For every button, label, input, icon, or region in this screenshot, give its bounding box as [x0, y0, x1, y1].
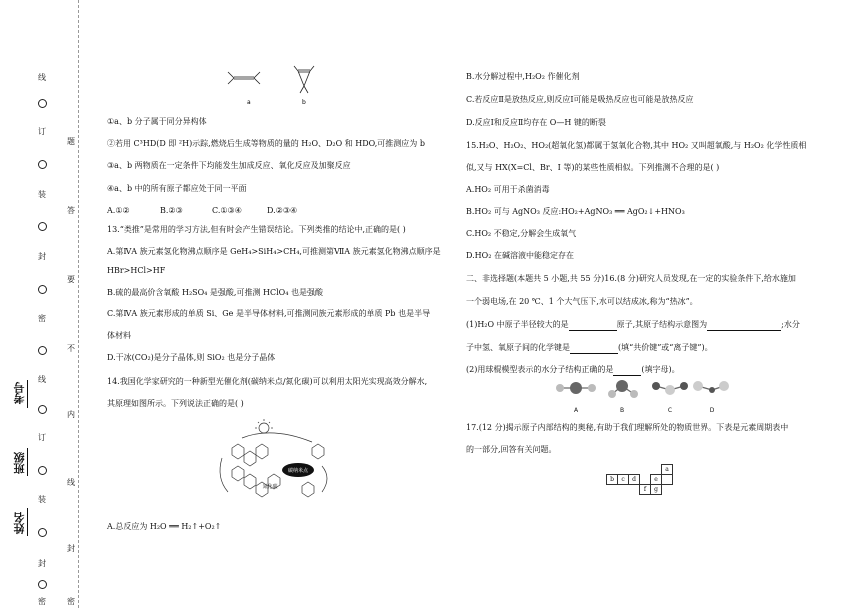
model-label-c: C [667, 407, 673, 414]
element-cell: f [640, 485, 651, 495]
q15-option-c[interactable]: C.HO₂ 不稳定,分解会生成氧气 [466, 229, 577, 238]
binding-hole [38, 528, 47, 537]
q16-1-text: (填“共价键”或“离子键”)。 [618, 343, 713, 352]
margin-char: 不 [67, 344, 75, 353]
margin-char: 装 [38, 495, 46, 504]
xingming-field[interactable] [27, 508, 28, 536]
q13-option-a[interactable]: A.第ⅣA 族元素氢化物沸点顺序是 GeH₄>SiH₄>CH₄,可推测第ⅦA 族元素氢化物沸点顺序是 [107, 247, 441, 256]
q12-item: ③a、b 两物质在一定条件下均能发生加成反应、氧化反应及加聚反应 [107, 161, 351, 170]
q14-stem: 14.我国化学家研究的一种新型光催化剂(碳纳米点/氮化碳)可以利用太阳光实现高效分解水, [107, 377, 428, 386]
model-label-d: D [709, 407, 715, 414]
q16-part2 [466, 364, 680, 376]
q13-option-c[interactable]: C.第ⅣA 族元素形成的单质 Si、Ge 是半导体材料,可推测同族元素形成的单质 Pb 也是半导 [107, 309, 431, 318]
model-label-a: A [573, 407, 579, 414]
q16-part1 [466, 319, 800, 331]
binding-hole [38, 346, 47, 355]
section-two-heading: 二、非选择题(本题共 5 小题,共 55 分)16.(8 分)研究人员发现,在一定的实验条件下,给水施加 [466, 274, 796, 283]
binding-hole [38, 466, 47, 475]
q16-2-text: (填字母)。 [641, 365, 680, 374]
q16-1-text: 原子,其原子结构示意图为 [616, 320, 708, 329]
q15-stem: 15.H₂O、H₂O₂、HO₂(超氧化氢)都属于氢氧化合物,其中 HO₂ 又叫超氧酸,与 H₂O₂ 化学性质相 [466, 141, 807, 150]
element-cell: c [618, 475, 629, 485]
margin-char: 密 [38, 314, 46, 323]
figure-label-a: a [247, 99, 251, 106]
q12-option-d[interactable]: D.②③④ [267, 206, 298, 215]
label-xingming: 姓名 [13, 512, 26, 534]
kaohao-field[interactable] [27, 380, 28, 408]
q12-option-b[interactable]: B.②③ [160, 206, 183, 215]
water-models-figure [546, 378, 736, 416]
support-label: 氮化碳 [262, 484, 278, 490]
element-cell [662, 475, 673, 485]
q12-item: ①a、b 分子属于同分异构体 [107, 117, 207, 126]
q12-item: ②若用 C³HD(D 即 ²H)示踪,燃烧后生成等物质的量的 H₂O、D₂O 和 HDO,可推测应为 b [107, 139, 425, 148]
q14-option-a[interactable]: A.总反应为 H₂O ══ H₂↑+O₂↑ [107, 522, 222, 531]
q16-stem-cont: 一个弱电场,在 20 ℃、1 个大气压下,水可以结成冰,称为“热冰”。 [466, 297, 698, 306]
periodic-table-fragment [606, 464, 673, 495]
q15-option-b[interactable]: B.HO₂ 可与 AgNO₃ 反应:HO₂+AgNO₃ ══ AgO₂↓+HNO₃ [466, 207, 685, 216]
q14-stem-cont: 其原理如图所示。下列说法正确的是( ) [107, 399, 244, 408]
q13-option-c-cont: 体材料 [107, 331, 131, 340]
margin-char: 封 [38, 559, 46, 568]
q13-option-a-cont: HBr>HCl>HF [107, 266, 166, 275]
margin-char: 内 [67, 410, 75, 419]
q12-option-c[interactable]: C.①③④ [212, 206, 242, 215]
q14-option-b[interactable]: B.水分解过程中,H₂O₂ 作催化剂 [466, 72, 580, 81]
element-cell: b [607, 475, 618, 485]
binding-hole [38, 580, 47, 589]
margin-char: 密 [38, 597, 46, 606]
margin-char: 线 [38, 375, 46, 384]
label-kaohao: 考号 [13, 382, 26, 404]
q14-option-c[interactable]: C.若反应Ⅱ是放热反应,则反应Ⅰ可能是吸热反应也可能是放热反应 [466, 95, 694, 104]
binding-hole [38, 405, 47, 414]
binding-line [78, 0, 79, 608]
q17-stem-cont: 的一部分,回答有关问题。 [466, 445, 557, 454]
margin-char: 答 [67, 206, 75, 215]
binding-hole [38, 99, 47, 108]
margin-char: 题 [67, 137, 75, 146]
answer-blank[interactable] [707, 321, 781, 331]
molecule-figure-ab [216, 62, 336, 108]
margin-char: 线 [67, 478, 75, 487]
answer-blank[interactable] [613, 366, 641, 376]
catalyst-label: 碳纳米点 [287, 468, 309, 474]
margin-char: 封 [38, 252, 46, 261]
q15-option-d[interactable]: D.HO₂ 在碱溶液中能稳定存在 [466, 251, 574, 260]
answer-blank[interactable] [569, 321, 617, 331]
label-banji: 班级 [13, 452, 26, 474]
margin-char: 封 [67, 544, 75, 553]
binding-hole [38, 222, 47, 231]
q17-stem: 17.(12 分)揭示原子内部结构的奥秘,有助于我们理解所处的物质世界。下表是元素周期表中 [466, 423, 789, 432]
margin-char: 装 [38, 190, 46, 199]
q12-option-a[interactable]: A.①② [107, 206, 130, 215]
q13-option-b[interactable]: B.硫的最高价含氧酸 H₂SO₄ 是强酸,可推测 HClO₄ 也是强酸 [107, 288, 323, 297]
answer-blank[interactable] [570, 344, 618, 354]
element-cell: g [651, 485, 662, 495]
q16-part1-cont [466, 342, 713, 354]
model-label-b: B [619, 407, 625, 414]
element-cell: e [651, 475, 662, 485]
q12-item: ④a、b 中的所有原子都应处于同一平面 [107, 184, 247, 193]
q16-2-text: (2)用球棍模型表示的水分子结构正确的是 [466, 365, 614, 374]
margin-char: 要 [67, 275, 75, 284]
element-cell: d [629, 475, 640, 485]
q13-stem: 13.“类推”是常用的学习方法,但有时会产生错误结论。下列类推的结论中,正确的是( ) [107, 225, 406, 234]
q15-stem-cont: 似,又与 HX(X=Cl、Br、I 等)的某些性质相似。下列推测不合理的是( ) [466, 163, 720, 172]
q14-option-d[interactable]: D.反应Ⅰ和反应Ⅱ均存在 O—H 键的断裂 [466, 118, 606, 127]
q16-1-text: 子中氢、氧原子间的化学键是 [466, 343, 570, 352]
banji-field[interactable] [27, 448, 28, 476]
margin-char: 线 [38, 73, 46, 82]
margin-char: 订 [38, 127, 46, 136]
figure-label-b: b [302, 99, 306, 106]
margin-char: 订 [38, 433, 46, 442]
photocatalyst-figure [212, 418, 338, 510]
q13-option-d[interactable]: D.干冰(CO₂)是分子晶体,则 SiO₂ 也是分子晶体 [107, 353, 276, 362]
binding-hole [38, 285, 47, 294]
q16-1-text: ;水分 [781, 320, 800, 329]
element-cell: a [662, 465, 673, 475]
q15-option-a[interactable]: A.HO₂ 可用于杀菌消毒 [466, 185, 550, 194]
margin-char: 密 [67, 597, 75, 606]
binding-hole [38, 160, 47, 169]
q16-1-text: (1)H₂O 中原子半径较大的是 [466, 320, 569, 329]
